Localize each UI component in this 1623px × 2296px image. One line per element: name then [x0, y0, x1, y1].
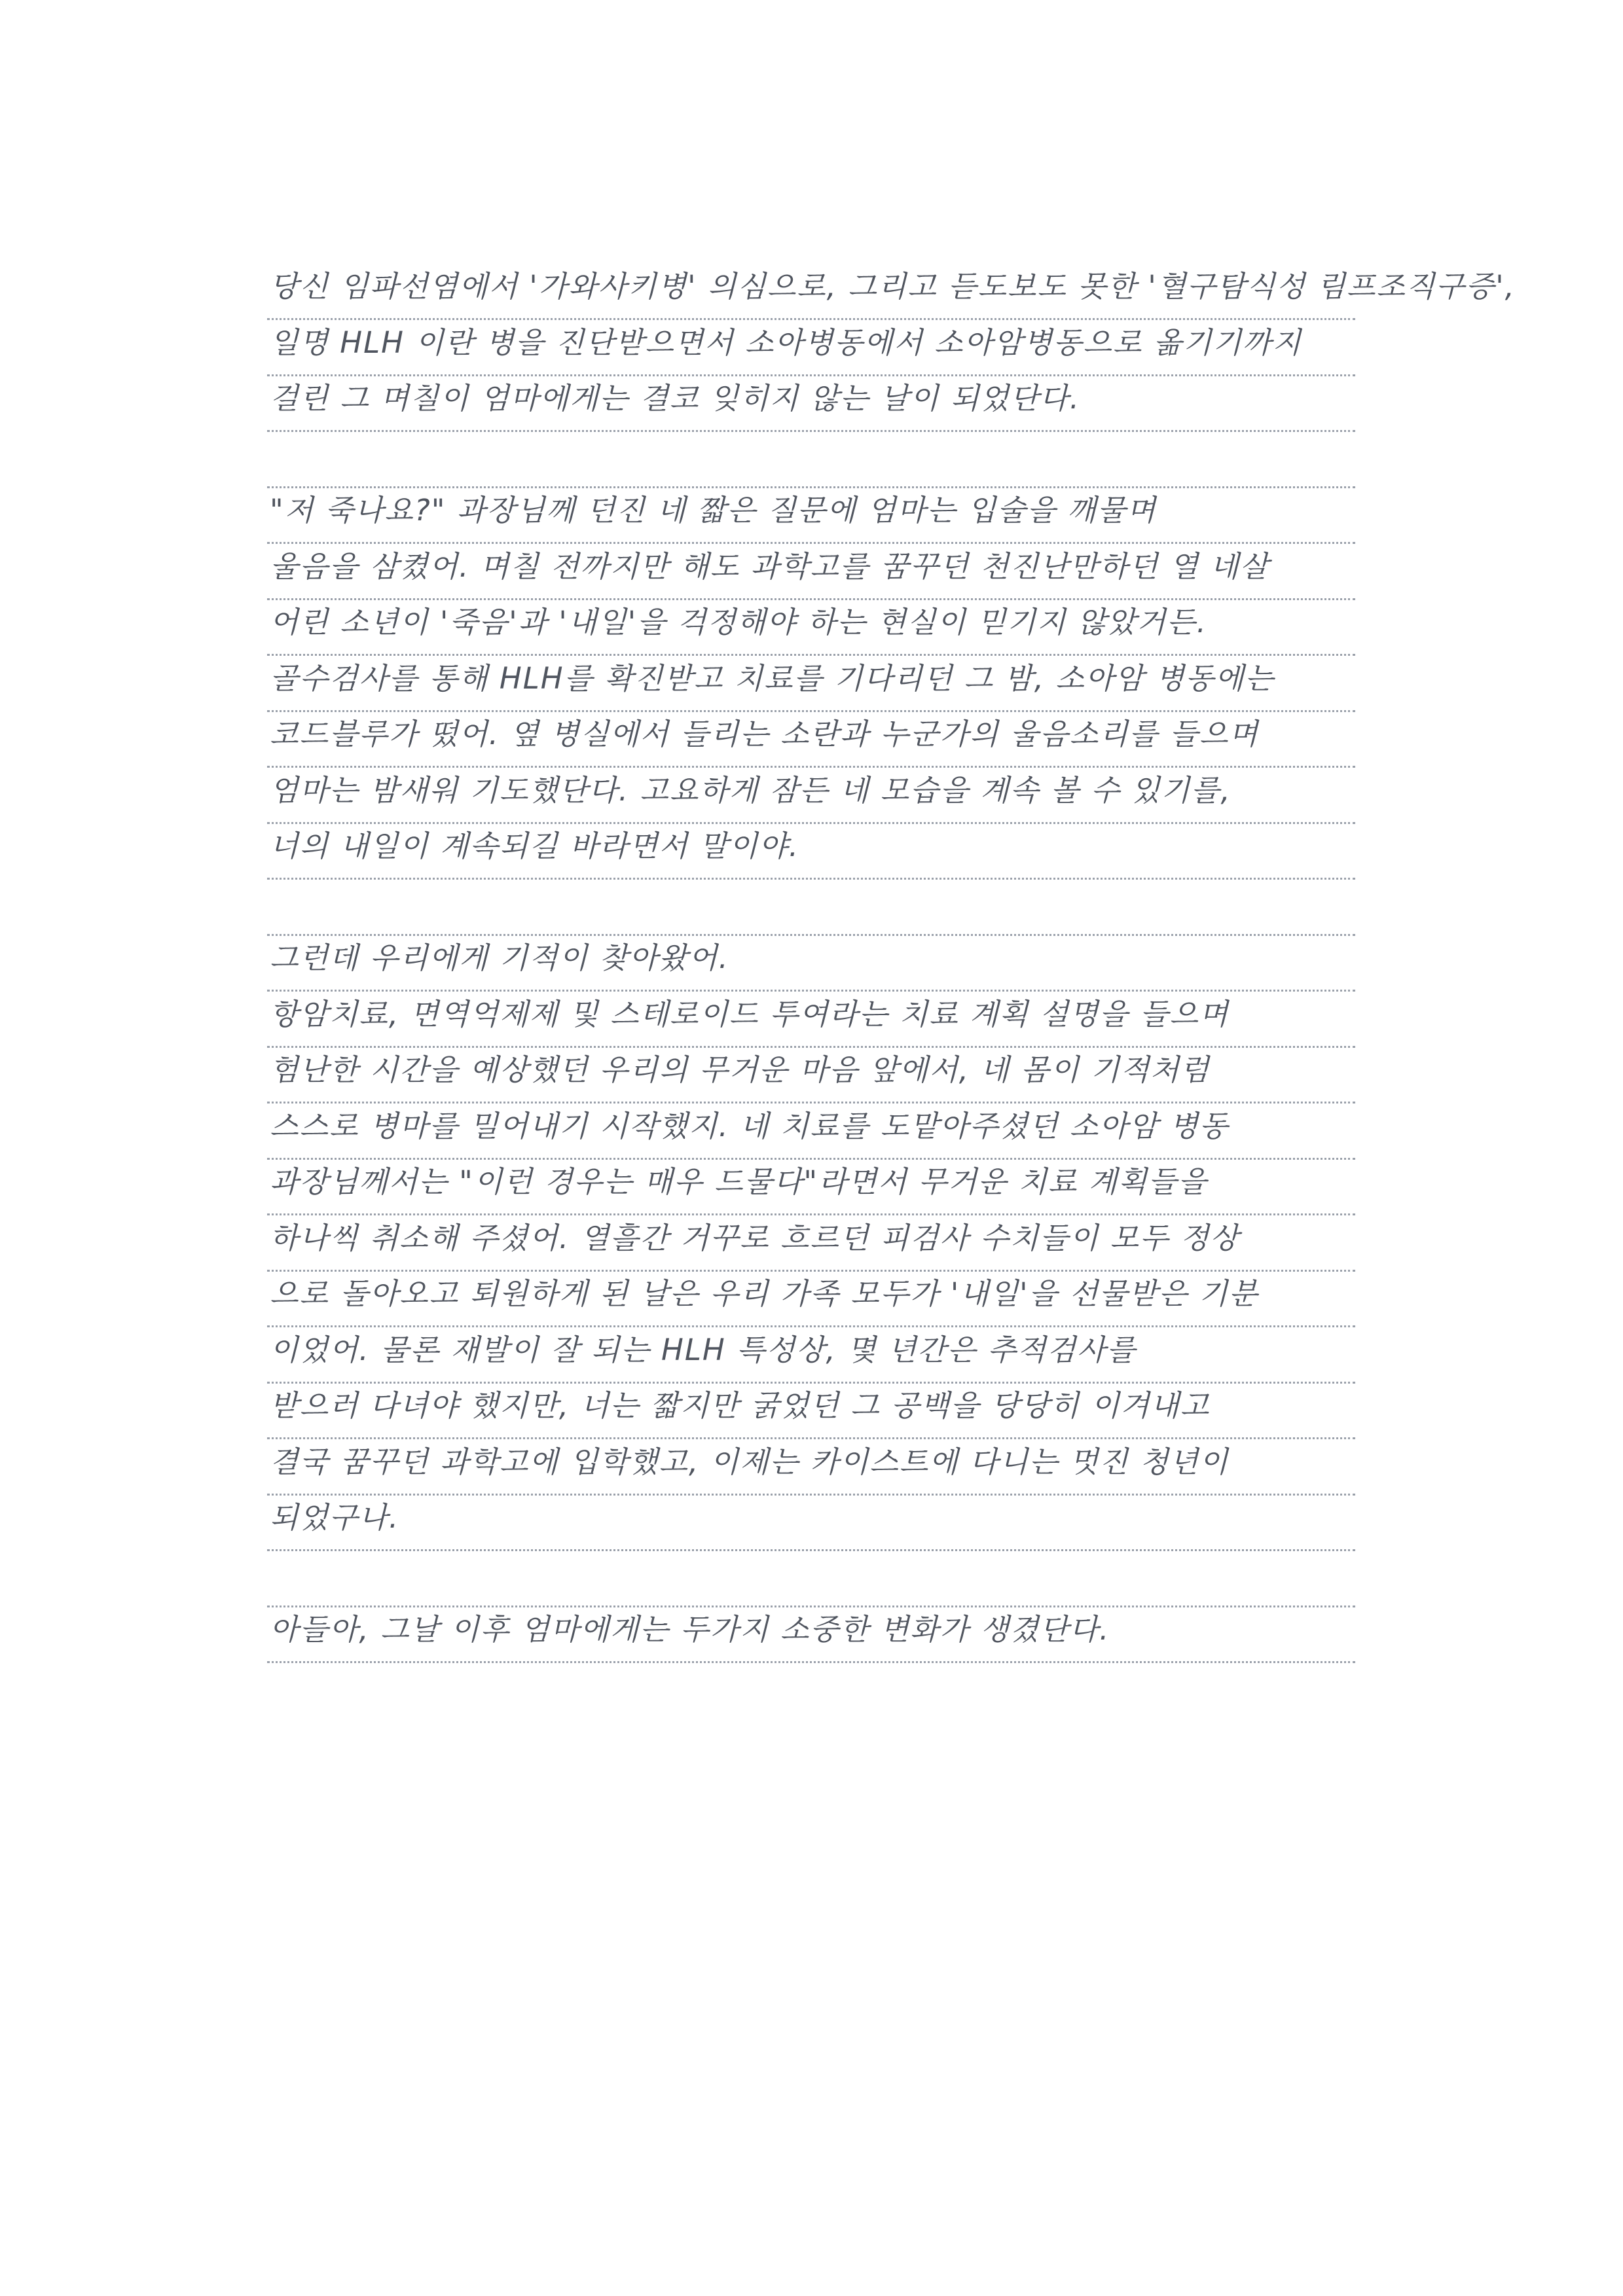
letter-line: 과장님께서는 "이런 경우는 매우 드물다"라면서 무거운 치료 계획들을 [270, 1164, 1208, 1199]
letter-line: 험난한 시간을 예상했던 우리의 무거운 마음 앞에서, 네 몸이 기적처럼 [270, 1052, 1211, 1087]
letter-line: 결국 꿈꾸던 과학고에 입학했고, 이제는 카이스트에 다니는 멋진 청년이 [270, 1444, 1230, 1479]
letter-line: 당신 임파선염에서 '가와사키병' 의심으로, 그리고 듣도보도 못한 '혈구탐식성 림프조직구증', [270, 269, 1516, 304]
letter-line: 아들아, 그날 이후 엄마에게는 두가지 소중한 변화가 생겼단다. [270, 1612, 1110, 1647]
letter-line: 일명 HLH 이란 병을 진단받으면서 소아병동에서 소아암병동으로 옮기기까지 [270, 325, 1302, 360]
letter-line: 되었구나. [270, 1500, 400, 1535]
letter-line: 하나씩 취소해 주셨어. 열흘간 거꾸로 흐르던 피검사 수치들이 모두 정상 [270, 1220, 1240, 1255]
letter-line: "저 죽나요?" 과장님께 던진 네 짧은 질문에 엄마는 입술을 깨물며 [270, 493, 1157, 528]
letter-line: 으로 돌아오고 퇴원하게 된 날은 우리 가족 모두가 '내일'을 선물받은 기분 [270, 1276, 1259, 1311]
letter-line: 스스로 병마를 밀어내기 시작했지. 네 치료를 도맡아주셨던 소아암 병동 [270, 1108, 1230, 1143]
letter-line: 너의 내일이 계속되길 바라면서 말이야. [270, 829, 800, 863]
letter-line: 엄마는 밤새워 기도했단다. 고요하게 잠든 네 모습을 계속 볼 수 있기를, [270, 772, 1231, 808]
letter-line: 걸린 그 며칠이 엄마에게는 결코 잊히지 않는 날이 되었단다. [270, 381, 1081, 416]
letter-line: 그런데 우리에게 기적이 찾아왔어. [270, 941, 729, 975]
letter-line: 이었어. 물론 재발이 잘 되는 HLH 특성상, 몇 년간은 추적검사를 [270, 1332, 1137, 1367]
ruled-line [267, 1661, 1355, 1663]
letter-line: 어린 소년이 '죽음'과 '내일'을 걱정해야 하는 현실이 믿기지 않았거든. [270, 605, 1207, 639]
letter-line: 코드블루가 떴어. 옆 병실에서 들리는 소란과 누군가의 울음소리를 들으며 [270, 717, 1259, 751]
letter-line: 울음을 삼켰어. 며칠 전까지만 해도 과학고를 꿈꾸던 천진난만하던 열 네살 [270, 548, 1270, 584]
letter-line: 받으러 다녀야 했지만, 너는 짧지만 굵었던 그 공백을 당당히 이겨내고 [270, 1388, 1211, 1423]
letter-line: 골수검사를 통해 HLH를 확진받고 치료를 기다리던 그 밤, 소아암 병동에는 [270, 660, 1275, 696]
letter-line: 항암치료, 면역억제제 및 스테로이드 투여라는 치료 계획 설명을 들으며 [270, 996, 1230, 1031]
